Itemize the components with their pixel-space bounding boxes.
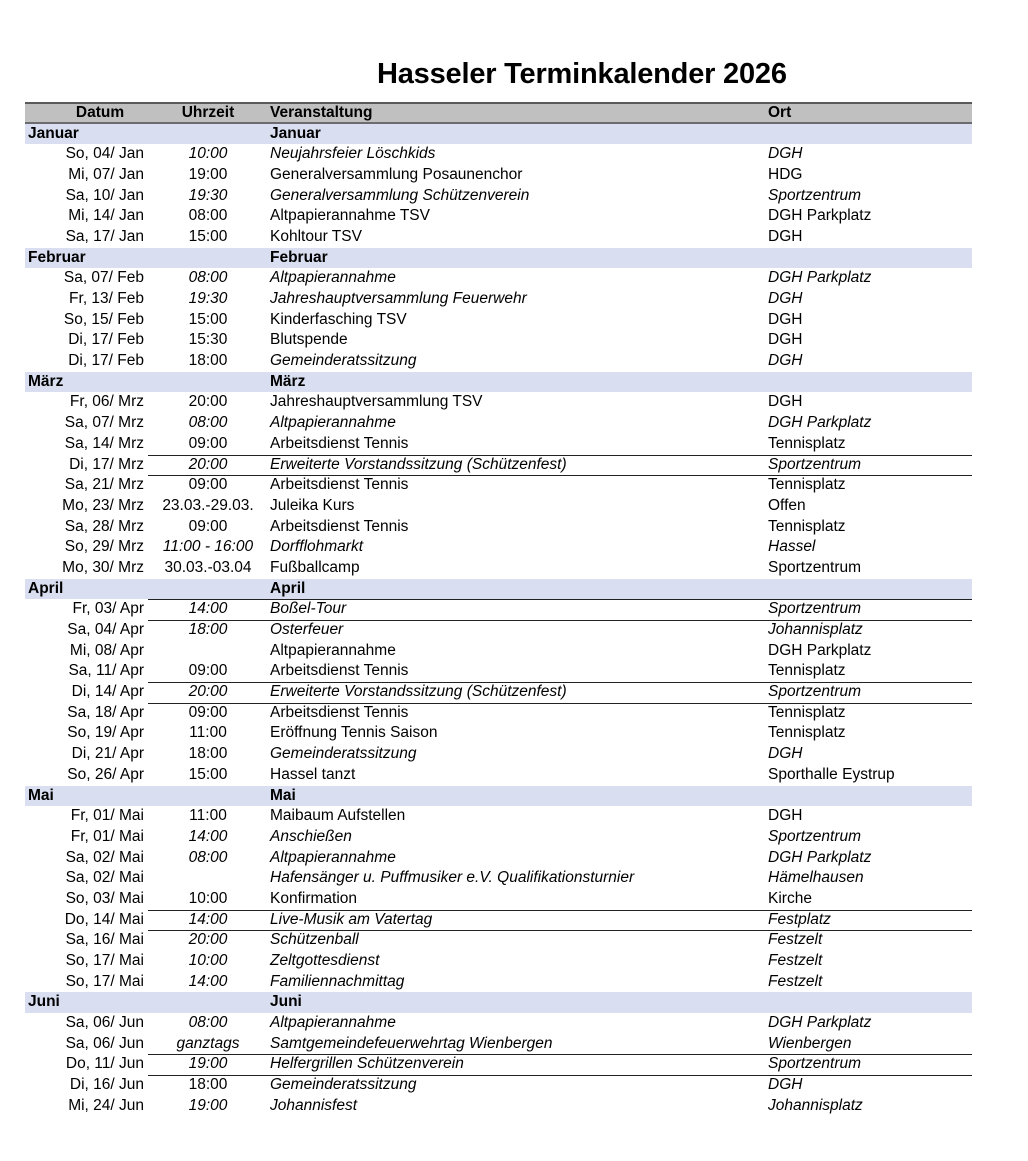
table-row — [25, 599, 972, 620]
month-label: April — [28, 579, 64, 597]
event-time: 15:00 — [188, 227, 228, 245]
event-date: Sa, 07/ Feb — [63, 269, 144, 287]
event-name: Dorfflohmarkt — [270, 538, 364, 556]
event-date: Sa, 06/ Jun — [65, 1034, 144, 1052]
event-time: 19:00 — [188, 165, 228, 183]
event-time: 20:00 — [188, 393, 228, 411]
event-date: Mo, 23/ Mrz — [62, 496, 144, 514]
event-name: Helfergrillen Schützenverein — [270, 1055, 464, 1073]
event-date: Sa, 14/ Mrz — [64, 434, 144, 452]
table-row — [25, 744, 972, 765]
event-time: 19:00 — [188, 1096, 228, 1114]
table-row — [25, 537, 972, 558]
month-label-repeat: Juni — [270, 993, 302, 1011]
table-row — [25, 889, 972, 910]
event-place: Sportzentrum — [768, 683, 862, 701]
event-place: DGH — [768, 352, 803, 370]
month-label-repeat: April — [270, 579, 306, 597]
event-time: ganztags — [176, 1034, 240, 1052]
event-date: Sa, 18/ Apr — [67, 703, 144, 721]
table-row — [25, 517, 972, 538]
table-row — [25, 455, 972, 476]
event-place: DGH — [768, 310, 803, 328]
event-date: Fr, 13/ Feb — [69, 290, 144, 307]
event-name: Maibaum Aufstellen — [270, 807, 406, 825]
month-label: Februar — [28, 248, 86, 266]
event-name: Zeltgottesdienst — [270, 952, 380, 969]
month-label: Mai — [28, 786, 54, 804]
event-place: DGH — [768, 145, 803, 163]
event-date: Sa, 28/ Mrz — [64, 517, 144, 535]
event-name: Gemeinderatssitzung — [270, 352, 417, 370]
event-place: Offen — [768, 496, 806, 514]
event-name: Fußballcamp — [270, 558, 360, 576]
table-row — [25, 1054, 972, 1075]
event-date: So, 19/ Apr — [67, 724, 144, 742]
event-date: Mi, 24/ Jun — [68, 1096, 144, 1114]
event-name: Kohltour TSV — [270, 227, 362, 245]
event-time: 08:00 — [188, 1014, 228, 1032]
table-row — [25, 268, 972, 289]
event-date: Do, 14/ Mai — [64, 910, 144, 928]
event-place: Sportzentrum — [768, 827, 862, 845]
month-section-header — [25, 372, 972, 393]
table-row — [25, 661, 972, 682]
event-name: Blutspende — [270, 331, 348, 349]
event-time: 11:00 — [189, 724, 227, 742]
event-name: Kinderfasching TSV — [270, 310, 407, 328]
event-place: Hämelhausen — [768, 869, 864, 887]
event-place: Wienbergen — [768, 1034, 852, 1052]
event-date: Do, 11/ Jun — [65, 1055, 144, 1073]
event-date: Sa, 21/ Mrz — [64, 476, 144, 494]
event-time: 09:00 — [188, 703, 228, 721]
event-place: Festzelt — [768, 931, 823, 949]
event-time: 20:00 — [188, 455, 228, 473]
table-row — [25, 682, 972, 703]
event-time: 09:00 — [188, 476, 228, 494]
event-place: DGH Parkplatz — [768, 207, 872, 225]
column-header-event: Veranstaltung — [270, 104, 373, 121]
event-date: Sa, 02/ Mai — [65, 869, 144, 887]
table-row — [25, 765, 972, 786]
event-name: Arbeitsdienst Tennis — [270, 517, 409, 535]
event-name: Live-Musik am Vatertag — [270, 910, 433, 928]
event-place: DGH — [768, 290, 803, 307]
event-time: 08:00 — [188, 207, 228, 225]
event-date: So, 26/ Apr — [67, 765, 144, 783]
event-time: 18:00 — [188, 1076, 228, 1094]
table-row — [25, 1096, 972, 1117]
event-place: DGH Parkplatz — [768, 848, 872, 866]
table-row — [25, 1034, 972, 1055]
table-row — [25, 165, 972, 186]
event-place: Johannisplatz — [768, 1096, 863, 1114]
month-section-header — [25, 124, 972, 145]
event-date: Sa, 07/ Mrz — [64, 414, 144, 432]
table-row — [25, 496, 972, 517]
event-place: Sportzentrum — [768, 1055, 862, 1073]
event-place: DGH Parkplatz — [768, 414, 872, 432]
month-section-header — [25, 786, 972, 807]
month-label-repeat: Februar — [270, 248, 328, 266]
table-row — [25, 848, 972, 869]
event-place: DGH — [768, 331, 803, 349]
month-section-header — [25, 992, 972, 1013]
event-date: So, 17/ Mai — [65, 972, 144, 990]
page-title: Hasseler Terminkalender 2026 — [377, 58, 787, 90]
event-date: Sa, 16/ Mai — [65, 931, 144, 949]
event-name: Jahreshauptversammlung TSV — [270, 393, 483, 411]
month-label: Juni — [28, 993, 60, 1011]
event-time: 19:00 — [188, 1055, 228, 1073]
event-date: Sa, 17/ Jan — [65, 227, 144, 245]
column-header-date: Datum — [75, 104, 125, 121]
event-name: Altpapierannahme — [270, 641, 396, 659]
event-name: Erweiterte Vorstandssitzung (Schützenfest) — [270, 455, 567, 473]
month-section-header — [25, 248, 972, 269]
event-place: Hassel — [768, 538, 816, 556]
event-date: Di, 14/ Apr — [71, 683, 144, 701]
event-name: Gemeinderatssitzung — [270, 745, 417, 763]
column-header-place: Ort — [768, 104, 792, 121]
event-time: 15:30 — [188, 331, 228, 349]
event-time: 08:00 — [188, 848, 228, 866]
table-row — [25, 475, 972, 496]
event-place: DGH — [768, 807, 803, 825]
month-section-header — [25, 579, 972, 600]
event-name: Generalversammlung Posaunenchor — [270, 165, 523, 183]
table-row — [25, 827, 972, 848]
event-date: Fr, 01/ Mai — [70, 827, 144, 845]
event-name: Arbeitsdienst Tennis — [270, 662, 409, 680]
calendar-table — [25, 102, 972, 1117]
table-row — [25, 723, 972, 744]
table-row — [25, 620, 972, 641]
event-time: 09:00 — [188, 434, 228, 452]
event-name: Generalversammlung Schützenverein — [270, 186, 530, 204]
event-time: 08:00 — [188, 414, 228, 432]
event-date: Sa, 11/ Apr — [68, 662, 144, 680]
event-place: Tennisplatz — [768, 517, 846, 535]
event-name: Eröffnung Tennis Saison — [270, 724, 438, 742]
event-date: So, 29/ Mrz — [64, 538, 144, 556]
event-time: 11:00 — [189, 807, 227, 825]
event-time: 15:00 — [188, 310, 228, 328]
table-row — [25, 930, 972, 951]
month-label-repeat: Mai — [270, 786, 296, 804]
event-place: Festplatz — [768, 910, 831, 928]
month-label-repeat: März — [270, 372, 306, 390]
event-place: DGH — [768, 745, 803, 763]
event-place: Sportzentrum — [768, 186, 862, 204]
table-row — [25, 558, 972, 579]
event-name: Altpapierannahme — [270, 414, 396, 432]
table-row — [25, 310, 972, 331]
event-time: 14:00 — [188, 910, 228, 928]
event-time: 11:00 - 16:00 — [162, 538, 254, 556]
event-date: Di, 17/ Mrz — [69, 455, 144, 473]
event-place: Sportzentrum — [768, 600, 862, 618]
table-row — [25, 206, 972, 227]
event-name: Gemeinderatssitzung — [270, 1076, 417, 1094]
event-date: So, 04/ Jan — [65, 145, 144, 163]
event-name: Altpapierannahme — [270, 848, 396, 866]
event-place: Tennisplatz — [768, 662, 846, 680]
event-date: So, 03/ Mai — [65, 889, 144, 907]
table-row — [25, 144, 972, 165]
event-time: 14:00 — [188, 600, 228, 618]
table-row — [25, 910, 972, 931]
table-row — [25, 1075, 972, 1096]
event-date: Fr, 01/ Mai — [70, 807, 144, 825]
event-time: 19:30 — [188, 186, 228, 204]
event-date: Mi, 07/ Jan — [68, 165, 144, 183]
event-name: Altpapierannahme TSV — [270, 207, 430, 225]
column-header-time: Uhrzeit — [181, 104, 235, 121]
event-time: 23.03.-29.03. — [162, 496, 254, 514]
event-name: Anschießen — [270, 827, 352, 845]
event-place: Festzelt — [768, 952, 823, 969]
event-date: Di, 17/ Feb — [68, 352, 144, 370]
table-row — [25, 289, 972, 310]
event-time: 20:00 — [188, 931, 228, 949]
table-row — [25, 392, 972, 413]
event-name: Schützenball — [270, 931, 359, 949]
event-time: 10:00 — [188, 889, 228, 907]
event-date: Mi, 08/ Apr — [69, 641, 144, 659]
event-name: Hassel tanzt — [270, 765, 356, 783]
table-header — [25, 102, 972, 124]
table-row — [25, 186, 972, 207]
table-row — [25, 868, 972, 889]
table-row — [25, 951, 972, 972]
event-place: Johannisplatz — [768, 621, 863, 638]
event-name: Samtgemeindefeuerwehrtag Wienbergen — [270, 1034, 553, 1052]
event-time: 18:00 — [188, 352, 228, 370]
event-time: 18:00 — [188, 621, 228, 638]
event-time: 09:00 — [188, 662, 228, 680]
event-time: 30.03.-03.04 — [164, 558, 252, 576]
event-name: Konfirmation — [270, 889, 358, 907]
event-name: Erweiterte Vorstandssitzung (Schützenfest) — [270, 683, 567, 701]
event-date: Fr, 03/ Apr — [72, 600, 144, 618]
month-label: März — [28, 372, 64, 390]
table-row — [25, 413, 972, 434]
table-row — [25, 972, 972, 993]
event-place: Tennisplatz — [768, 476, 846, 494]
table-row — [25, 641, 972, 662]
event-place: HDG — [768, 165, 803, 183]
event-time: 10:00 — [188, 145, 228, 163]
event-time: 14:00 — [188, 972, 228, 990]
event-place: DGH Parkplatz — [768, 1014, 872, 1032]
event-place: DGH Parkplatz — [768, 641, 872, 659]
event-place: Sporthalle Eystrup — [768, 765, 895, 783]
event-date: Sa, 06/ Jun — [65, 1014, 144, 1032]
event-place: DGH — [768, 1076, 803, 1094]
month-label-repeat: Januar — [270, 124, 321, 142]
event-name: Hafensänger u. Puffmusiker e.V. Qualifikationsturnier — [270, 869, 635, 887]
event-date: Fr, 06/ Mrz — [69, 393, 144, 411]
event-name: Arbeitsdienst Tennis — [270, 476, 409, 494]
event-place: Tennisplatz — [768, 434, 846, 452]
event-name: Altpapierannahme — [270, 1014, 396, 1032]
event-date: Sa, 02/ Mai — [65, 848, 144, 866]
event-place: Festzelt — [768, 972, 823, 990]
event-name: Johannisfest — [270, 1096, 358, 1114]
event-place: DGH — [768, 393, 803, 411]
event-date: Di, 21/ Apr — [71, 745, 144, 763]
event-time: 19:30 — [188, 290, 228, 307]
event-place: DGH — [768, 227, 803, 245]
event-time: 18:00 — [188, 745, 228, 763]
table-row — [25, 227, 972, 248]
event-time: 09:00 — [188, 517, 228, 535]
table-row — [25, 1013, 972, 1034]
event-date: Mo, 30/ Mrz — [62, 558, 144, 576]
table-row — [25, 806, 972, 827]
event-name: Boßel-Tour — [270, 600, 347, 618]
event-name: Osterfeuer — [270, 621, 344, 638]
event-date: So, 15/ Feb — [63, 310, 144, 328]
table-row — [25, 434, 972, 455]
event-date: Mi, 14/ Jan — [68, 207, 144, 225]
event-name: Jahreshauptversammlung Feuerwehr — [270, 290, 527, 307]
event-name: Altpapierannahme — [270, 269, 396, 287]
table-body — [25, 124, 972, 1117]
event-time: 20:00 — [188, 683, 228, 701]
event-time: 15:00 — [188, 765, 228, 783]
table-row — [25, 703, 972, 724]
event-place: DGH Parkplatz — [768, 269, 872, 287]
table-row — [25, 330, 972, 351]
event-date: Di, 16/ Jun — [69, 1076, 144, 1094]
event-name: Neujahrsfeier Löschkids — [270, 145, 436, 163]
event-name: Juleika Kurs — [270, 496, 355, 514]
event-name: Arbeitsdienst Tennis — [270, 434, 409, 452]
month-label: Januar — [28, 124, 79, 142]
event-name: Familiennachmittag — [270, 972, 405, 990]
event-place: Sportzentrum — [768, 455, 862, 473]
event-date: Sa, 04/ Apr — [67, 621, 144, 638]
event-place: Tennisplatz — [768, 703, 846, 721]
event-date: So, 17/ Mai — [65, 952, 144, 969]
event-name: Arbeitsdienst Tennis — [270, 703, 409, 721]
event-time: 10:00 — [188, 952, 228, 969]
event-time: 14:00 — [188, 827, 228, 845]
table-row — [25, 351, 972, 372]
event-date: Di, 17/ Feb — [68, 331, 144, 349]
event-place: Tennisplatz — [768, 724, 846, 742]
event-time: 08:00 — [188, 269, 228, 287]
event-date: Sa, 10/ Jan — [65, 186, 144, 204]
event-place: Sportzentrum — [768, 558, 862, 576]
event-place: Kirche — [768, 889, 812, 907]
